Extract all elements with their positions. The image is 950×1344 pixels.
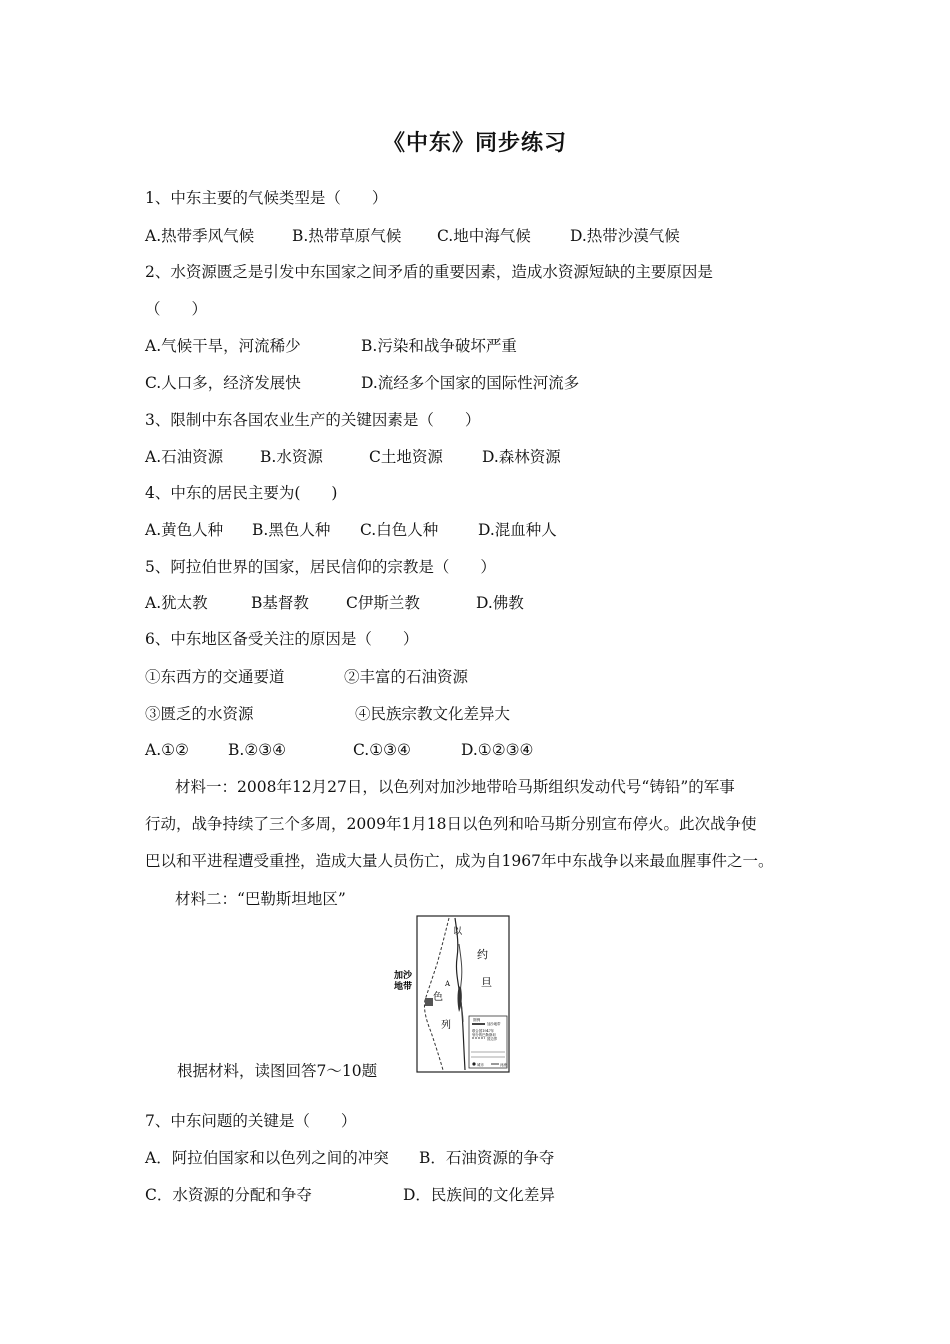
q6-item-2: ②丰富的石油资源 [344, 668, 469, 686]
map-legend-city: 城市 [477, 1063, 484, 1067]
q4-option-c: C.白色人种 [360, 521, 439, 539]
q1-option-a: A.热带季风气候 [145, 227, 255, 245]
map-label-israel-1: 以 [453, 927, 463, 937]
material1-line2: 行动，战争持续了三个多周，2009年1月18日以色列和哈马斯分别宣布停火。此次战争使 [145, 815, 757, 833]
q4-option-d: D.混血种人 [478, 521, 557, 539]
q6-option-b: B.②③④ [228, 741, 287, 759]
map-legend-un-3: 国边界 [487, 1037, 498, 1041]
map-label-jordan-2: 旦 [481, 976, 492, 989]
q4-option-a: A.黄色人种 [145, 521, 224, 539]
q4-stem: 4、中东的居民主要为( ) [145, 484, 338, 502]
map-legend-title: 图例 [473, 1018, 481, 1022]
map-legend-gaza: 加沙地带 [487, 1022, 501, 1026]
q2-option-d: D.流经多个国家的国际性河流多 [361, 374, 580, 392]
q2-option-a: A.气候干旱，河流稀少 [145, 337, 301, 355]
q1-stem: 1、中东主要的气候类型是（ ） [145, 189, 388, 207]
q5-options [145, 593, 524, 613]
material1-line3: 巴以和平进程遭受重挫，造成大量人员伤亡，成为自1967年中东战争以来最血腥事件之一。 [145, 852, 774, 870]
map-legend-un-1: 联合国1947年 [472, 1029, 495, 1033]
q7-stem: 7、中东问题的关键是（ ） [145, 1112, 357, 1130]
q6-item-4: ④民族宗教文化差异大 [355, 705, 511, 723]
page-title: 《中东》同步练习 [382, 131, 567, 156]
q6-items-row2 [145, 704, 510, 724]
q3-option-a: A.石油资源 [145, 448, 224, 466]
q6-item-1: ①东西方的交通要道 [145, 668, 285, 686]
map-label-gaza-2: 地带 [394, 982, 413, 992]
q3-stem: 3、限制中东各国农业生产的关键因素是（ ） [145, 411, 481, 429]
q4-options [145, 520, 557, 540]
q6-options [145, 740, 533, 760]
q6-item-3: ③匮乏的水资源 [145, 705, 254, 723]
q7-options-row2 [145, 1185, 555, 1205]
q3-option-d: D.森林资源 [482, 448, 561, 466]
q5-option-c: C伊斯兰教 [346, 594, 420, 612]
q5-option-d: D.佛教 [476, 594, 524, 612]
q7-options-row1 [145, 1148, 554, 1168]
q2-option-b: B.污染和战争破坏严重 [361, 337, 517, 355]
q5-option-b: B基督教 [251, 594, 309, 612]
q6-option-a: A.①② [145, 741, 189, 759]
q5-stem: 5、阿拉伯世界的国家，居民信仰的宗教是（ ） [145, 558, 496, 576]
instruction: 根据材料，读图回答7～10题 [177, 1062, 378, 1080]
q3-option-b: B.水资源 [260, 448, 323, 466]
q2-stem: 2、水资源匮乏是引发中东国家之间矛盾的重要因素，造成水资源短缺的主要原因是 [145, 263, 713, 281]
q5-option-a: A.犹太教 [145, 594, 208, 612]
q6-option-d: D.①②③④ [461, 741, 534, 759]
map-label-point-a: A [445, 980, 451, 988]
q2-stem-cont: （ ） [145, 300, 208, 318]
map-label-israel-2: 色 [433, 992, 443, 1003]
palestine-map [393, 914, 511, 1074]
q3-option-c: C土地资源 [369, 448, 443, 466]
map-label-jordan-1: 约 [477, 948, 488, 961]
q2-options-row1 [145, 336, 517, 356]
q7-option-d: D．民族间的文化差异 [403, 1186, 555, 1204]
map-legend-un-2: 划分的巴勒斯坦 [472, 1033, 496, 1037]
material1-line1: 材料一：2008年12月27日，以色列对加沙地带哈马斯组织发动代号“铸铅”的军事 [175, 778, 735, 796]
q6-option-c: C.①③④ [353, 741, 411, 759]
q1-option-d: D.热带沙漠气候 [570, 227, 680, 245]
q4-option-b: B.黑色人种 [252, 521, 331, 539]
q1-option-c: C.地中海气候 [437, 227, 531, 245]
q6-stem: 6、中东地区备受关注的原因是（ ） [145, 630, 419, 648]
q7-option-a: A．阿拉伯国家和以色列之间的冲突 [145, 1149, 389, 1167]
q7-option-b: B．石油资源的争夺 [419, 1149, 555, 1167]
material2: 材料二：“巴勒斯坦地区” [175, 890, 346, 908]
q2-option-c: C.人口多，经济发展快 [145, 374, 301, 392]
q1-options [145, 226, 680, 246]
map-label-israel-3: 列 [441, 1020, 451, 1031]
q6-items-row1 [145, 667, 468, 687]
q1-option-b: B.热带草原气候 [292, 227, 402, 245]
q2-options-row2 [145, 373, 579, 393]
map-label-gaza-1: 加沙 [394, 971, 413, 981]
map-legend-river: 河流 [500, 1063, 507, 1067]
q3-options [145, 447, 561, 467]
q7-option-c: C．水资源的分配和争夺 [145, 1186, 312, 1204]
